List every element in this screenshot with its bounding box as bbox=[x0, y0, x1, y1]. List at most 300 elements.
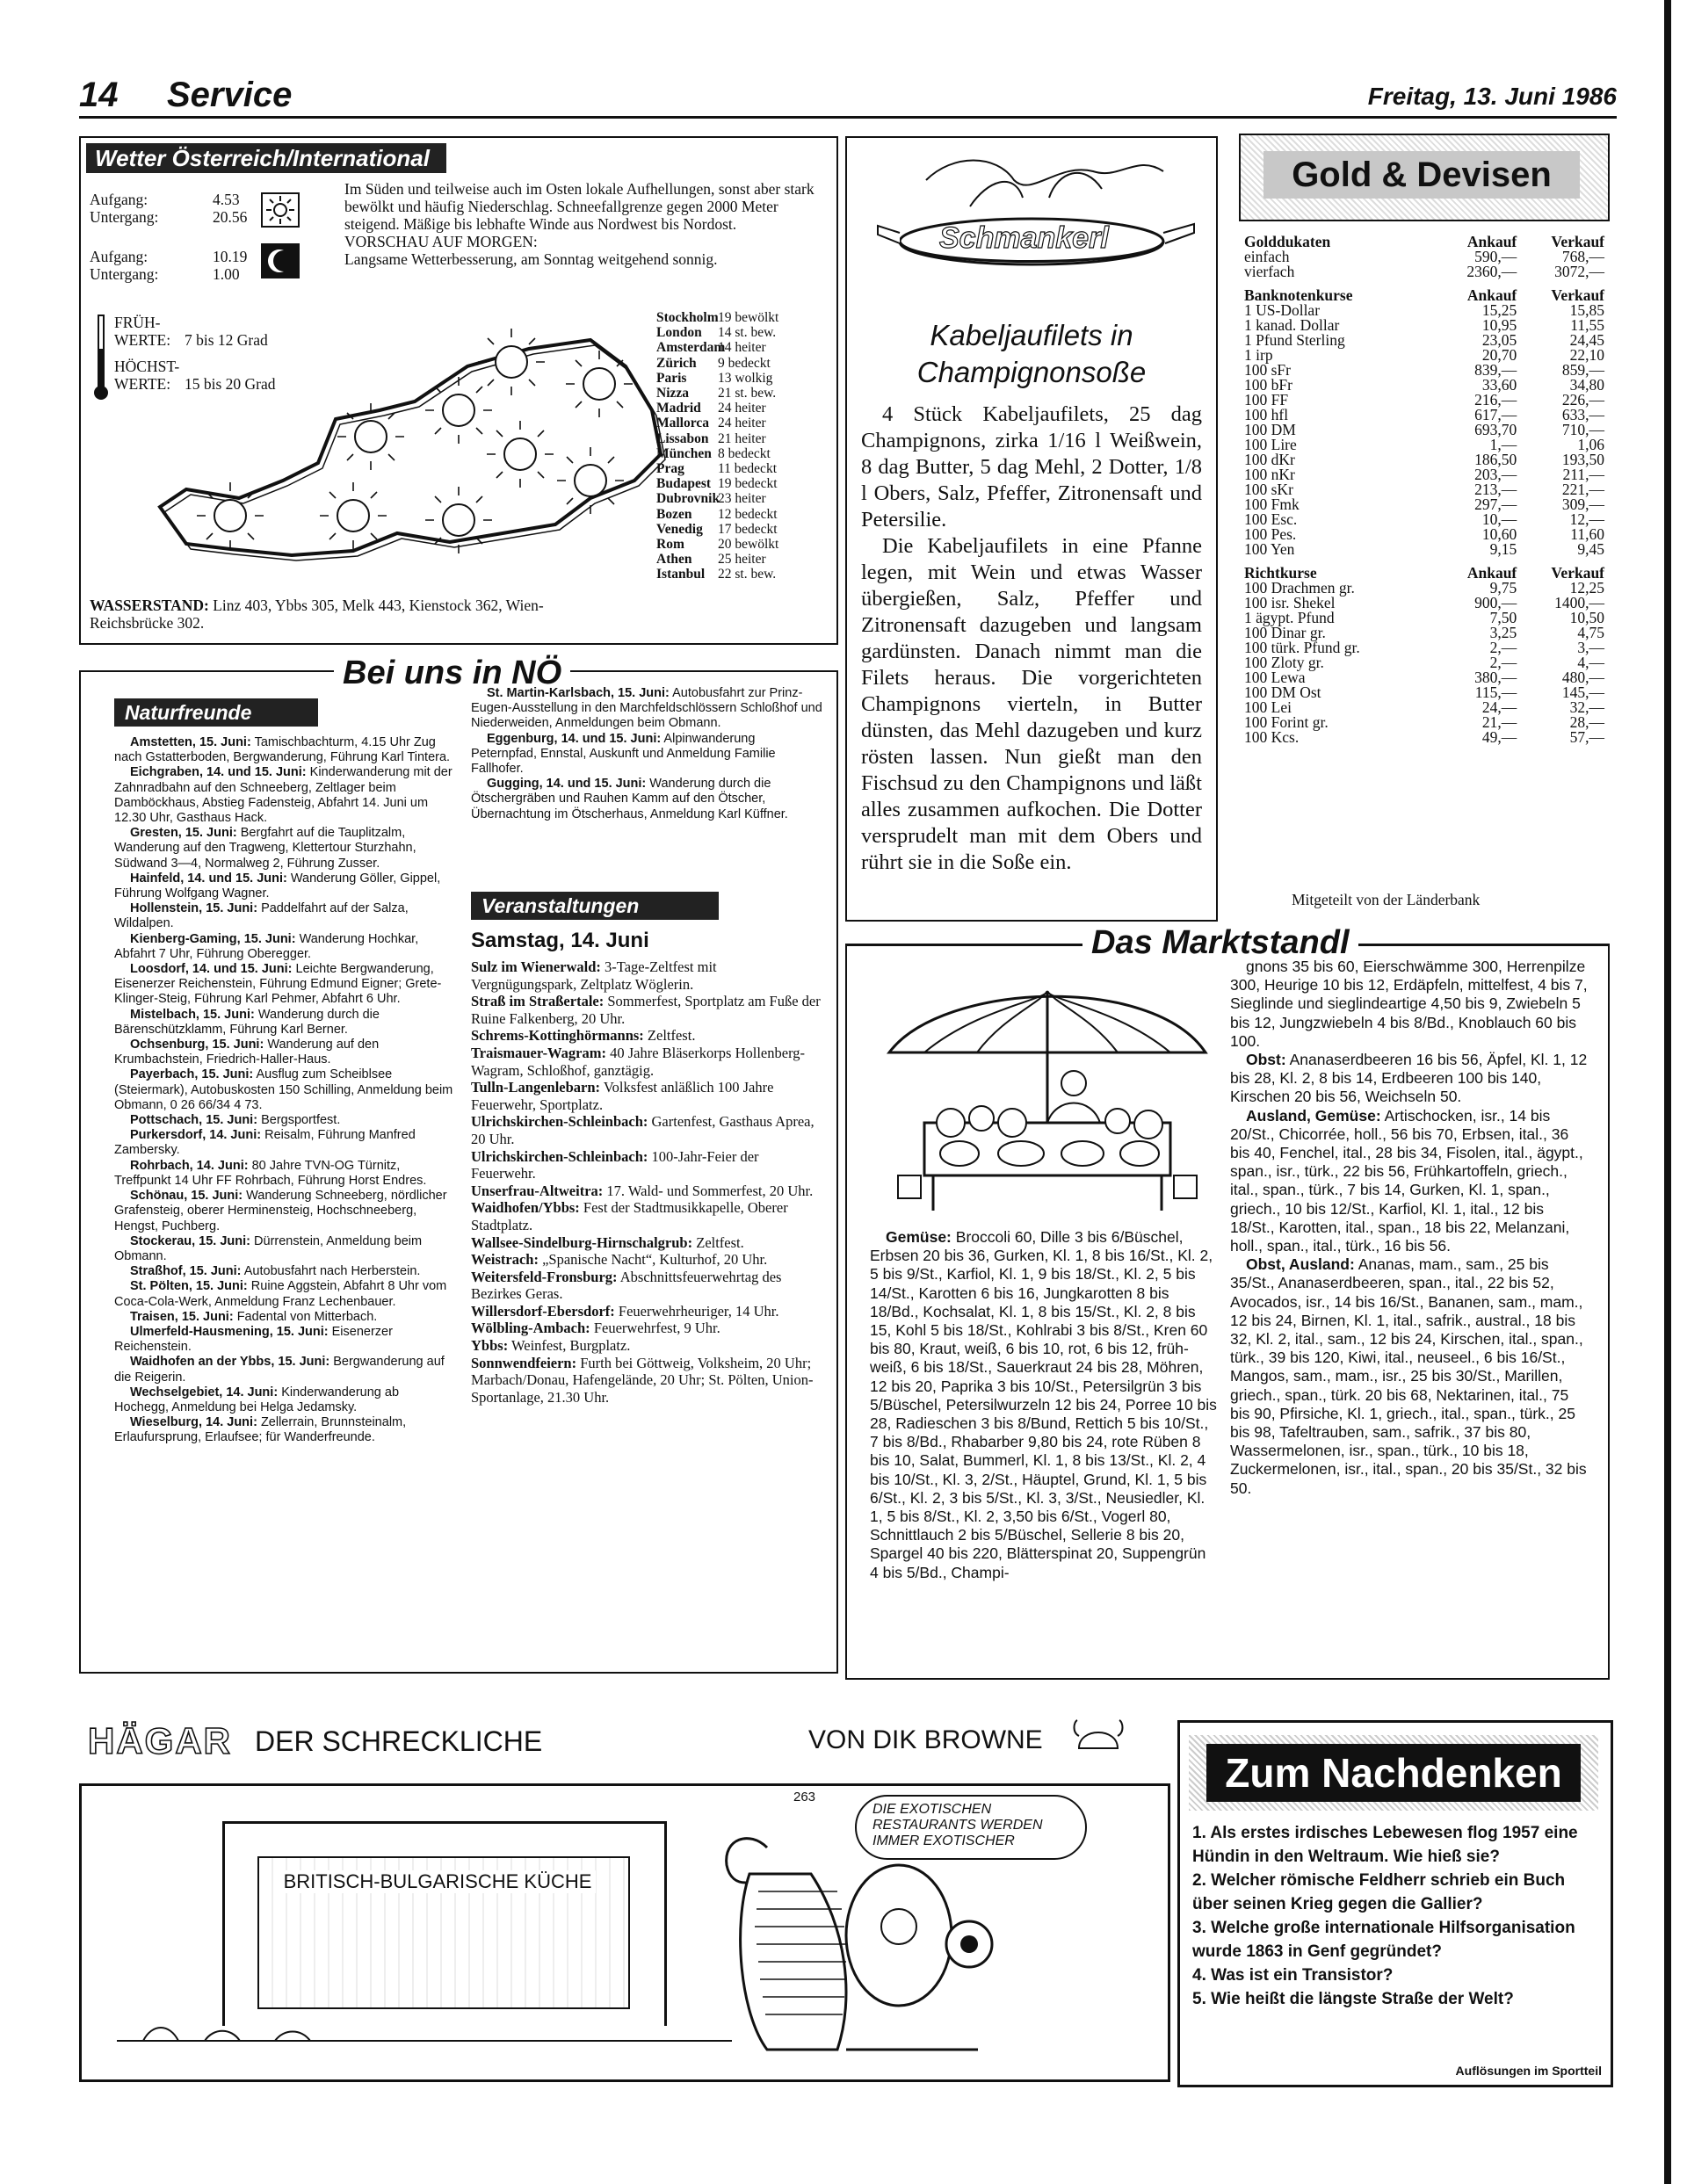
market-paragraph-text: Artischocken, isr., 14 bis 20/St., Chicorrée, holl., 56 bis 70, Erbsen, ital., 36 bis 40, Fenchel, ital., 28 bis 34, Fisolen, ital., ägypt., span., isr., türk., 22 bis 56, Frühkartoffeln, griech., ital., span., türk., 7 bis 14, Gurken, Kl. 1, span., griech., 10 bis 12/St., Karfiol, Kl. 1, ital., 12 bis 18/St., Karotten, ital., span., 18 bis 22, Melanzani, holl., span., ital., türk., 16 bis 56. bbox=[1230, 1106, 1583, 1255]
naturfreunde-item-text: Wanderung Göller, Gippel, Führung Wolfgang Wagner. bbox=[114, 871, 441, 901]
city-value: 9 bedeckt bbox=[718, 355, 771, 371]
market-paragraph-text: Ananaserdbeeren 16 bis 56, Äpfel, Kl. 1, 12 bis 28, Kl. 2, 8 bis 14, Erdbeeren 100 bis 140, Kirschen 20 bis 56, Weichseln 50. bbox=[1230, 1051, 1588, 1106]
naturfreunde-item-lead: Wieselburg, 14. Juni: bbox=[130, 1415, 257, 1430]
market-paragraph-lead: Ausland, Gemüse: bbox=[1246, 1106, 1381, 1125]
col-sell: Verkauf bbox=[1551, 286, 1604, 304]
currency: 100 dKr bbox=[1244, 451, 1295, 468]
currency: 100 Yen bbox=[1244, 540, 1295, 558]
quiz-question: 1. Als erstes irdisches Lebewesen flog 1957 eine Hündin in den Weltraum. Wie hieß sie? bbox=[1192, 1824, 1578, 1866]
currency: 100 isr. Shekel bbox=[1244, 594, 1336, 611]
naturfreunde-item bbox=[114, 826, 457, 871]
city-row bbox=[656, 386, 832, 401]
market-col1 bbox=[870, 1228, 1218, 1582]
event-item bbox=[471, 1234, 822, 1252]
sell-rate: 24,45 bbox=[1569, 331, 1604, 349]
sell-rate: 15,85 bbox=[1569, 301, 1604, 319]
rates-row bbox=[1244, 363, 1604, 378]
rates-row bbox=[1244, 378, 1604, 393]
weather-box bbox=[79, 136, 838, 645]
thermometer-icon bbox=[93, 314, 109, 401]
event-item-text: Feuerwehrfest, 9 Uhr. bbox=[593, 1320, 720, 1337]
event-item bbox=[471, 1199, 822, 1233]
event-item-lead: Ulrichskirchen-Schleinbach: bbox=[471, 1147, 648, 1165]
city-row bbox=[656, 507, 832, 522]
market-col2 bbox=[1230, 958, 1592, 1498]
city-value: 23 heiter bbox=[718, 491, 766, 507]
city-value: 21 heiter bbox=[718, 430, 766, 446]
market-paragraph-lead: Gemüse: bbox=[886, 1228, 952, 1246]
buy-rate: 2,— bbox=[1489, 639, 1517, 656]
buy-rate: 3,25 bbox=[1489, 624, 1517, 641]
moon-set: 1.00 bbox=[213, 265, 240, 283]
naturfreunde-item bbox=[114, 1008, 457, 1038]
buy-rate: 186,50 bbox=[1474, 451, 1517, 468]
naturfreunde-item bbox=[114, 1385, 457, 1415]
pan-illustration bbox=[873, 145, 1198, 277]
naturfreunde-item bbox=[114, 871, 457, 901]
naturfreunde-item-text: Ausflug zum Scheiblsee (Steiermark), Autobuskosten 150 Schilling, Anmeldung beim Obmann, 0 26 66/34 4 73. bbox=[114, 1067, 453, 1112]
city-value: 24 heiter bbox=[718, 401, 766, 416]
currency: 100 Forint gr. bbox=[1244, 713, 1329, 731]
gold-table bbox=[1244, 235, 1604, 745]
city-row bbox=[656, 522, 832, 537]
city-value: 11 bedeckt bbox=[718, 461, 777, 477]
page-number: 14 bbox=[79, 76, 119, 114]
naturfreunde-item-text: Zellerrain, Brunnsteinalm, Erlaufursprung, Erlaufsee; für Wanderfreunde. bbox=[114, 1415, 407, 1445]
currency: 100 bFr bbox=[1244, 376, 1292, 394]
sell-rate: 11,60 bbox=[1570, 525, 1604, 543]
page-edge bbox=[1664, 0, 1671, 2184]
currency: 100 Fmk bbox=[1244, 495, 1300, 513]
naturfreunde-item bbox=[471, 777, 822, 822]
currency: 1 US-Dollar bbox=[1244, 301, 1321, 319]
event-item-lead: Weistrach: bbox=[471, 1251, 539, 1269]
comic-strip bbox=[79, 1713, 1169, 2082]
sell-rate: 633,— bbox=[1561, 406, 1604, 423]
city-row bbox=[656, 552, 832, 567]
moon-rise: 10.19 bbox=[213, 248, 248, 265]
naturfreunde-item-lead: Straßhof, 15. Juni: bbox=[130, 1264, 242, 1279]
sell-rate: 57,— bbox=[1569, 728, 1604, 746]
city-value: 20 bewölkt bbox=[718, 537, 779, 553]
gold-title: Gold & Devisen bbox=[1263, 151, 1580, 199]
naturfreunde-item bbox=[114, 1067, 457, 1113]
naturfreunde-item bbox=[114, 1234, 457, 1264]
col-sell: Verkauf bbox=[1551, 564, 1604, 582]
currency: 100 Lewa bbox=[1244, 669, 1306, 686]
naturfreunde-item bbox=[471, 686, 822, 732]
currency: 1 Pfund Sterling bbox=[1244, 331, 1345, 349]
buy-rate: 380,— bbox=[1474, 669, 1517, 686]
city-name: Madrid bbox=[656, 401, 701, 416]
sell-rate: 1400,— bbox=[1554, 594, 1604, 611]
city-value: 25 heiter bbox=[718, 552, 766, 568]
currency: 100 Lire bbox=[1244, 436, 1297, 453]
currency: 100 DM Ost bbox=[1244, 683, 1321, 701]
currency: vierfach bbox=[1244, 263, 1295, 280]
naturfreunde-item-text: 80 Jahre TVN-OG Türnitz, Treffpunkt 14 Uhr FF Rohrbach, Führung Horst Endres. bbox=[114, 1158, 427, 1188]
naturfreunde-item bbox=[114, 1355, 457, 1385]
city-value: 17 bedeckt bbox=[718, 521, 778, 537]
section-title: Service bbox=[167, 76, 293, 114]
market-paragraph-lead: Obst: bbox=[1246, 1051, 1286, 1069]
event-item-lead: Wallsee-Sindelburg-Hirnschalgrub: bbox=[471, 1233, 693, 1251]
event-item-lead: Weitersfeld-Fronsburg: bbox=[471, 1268, 618, 1285]
city-name: Athen bbox=[656, 552, 692, 568]
buy-rate: 10,— bbox=[1481, 510, 1517, 528]
currency: 1 kanad. Dollar bbox=[1244, 316, 1340, 334]
quiz-question: 3. Welche große internationale Hilfsorganisation wurde 1863 in Genf gegründet? bbox=[1192, 1919, 1575, 1961]
currency: 100 Dinar gr. bbox=[1244, 624, 1326, 641]
event-item-text: 17. Wald- und Sommerfest, 20 Uhr. bbox=[606, 1182, 814, 1199]
buy-rate: 115,— bbox=[1474, 683, 1517, 701]
naturfreunde-item bbox=[114, 1038, 457, 1067]
temp-high: 15 bis 20 Grad bbox=[185, 375, 276, 393]
moon-icon bbox=[261, 243, 300, 278]
recipe-ingredients: 4 Stück Kabeljaufilets, 25 dag Champignons, zirka 1/16 l Weißwein, 8 dag Butter, 5 dag Mehl, 2 Dotter, 1/8 l Obers, Salz, Pfeffer, Zitronensaft und Petersilie. bbox=[861, 402, 1202, 532]
naturfreunde-item-lead: Rohrbach, 14. Juni: bbox=[130, 1158, 249, 1173]
naturfreunde-item-text: Reisalm, Führung Manfred Zambersky. bbox=[114, 1128, 416, 1158]
currency: 100 Kcs. bbox=[1244, 728, 1300, 746]
event-item bbox=[471, 1113, 822, 1147]
sell-rate: 145,— bbox=[1561, 683, 1604, 701]
naturfreunde-item-lead: Loosdorf, 14. und 15. Juni: bbox=[130, 962, 293, 977]
quiz-question: 5. Wie heißt die längste Straße der Welt? bbox=[1192, 1990, 1514, 2008]
currency: 100 hfl bbox=[1244, 406, 1289, 423]
naturfreunde-item-text: Autobusfahrt nach Herberstein. bbox=[243, 1264, 421, 1279]
sell-rate: 10,50 bbox=[1569, 609, 1604, 626]
rates-section-title: Banknotenkurse bbox=[1244, 286, 1353, 304]
event-item-lead: Sulz im Wienerwald: bbox=[471, 958, 601, 975]
city-row bbox=[656, 310, 832, 325]
buy-rate: 617,— bbox=[1474, 406, 1517, 423]
rates-table bbox=[1244, 235, 1604, 745]
buy-rate: 10,95 bbox=[1481, 316, 1517, 334]
recipe-method: Die Kabeljaufilets in eine Pfanne legen, mit Wein und etwas Wasser übergießen, Salz, Pfeffer und Zitronensaft dazugeben und langsam gardünsten. Danach nimmt man die Filets heraus. Die vorgerichteten Champignons vierteln, in Butter dünsten, das Mehl dazugeben und kurz rösten lassen. Nun gießt man den Fischsud zu den Champignons und läßt alles zusammen aufkochen. Die Dotter versprudelt man mit dem Obers und rührt sie in die Soße ein. bbox=[861, 534, 1202, 874]
sell-rate: 710,— bbox=[1561, 421, 1604, 438]
currency: 100 DM bbox=[1244, 421, 1296, 438]
city-name: Budapest bbox=[656, 476, 712, 492]
currency: einfach bbox=[1244, 248, 1290, 265]
sell-rate: 11,55 bbox=[1570, 316, 1604, 334]
city-value: 22 st. bew. bbox=[718, 567, 777, 582]
naturfreunde-item-lead: St. Martin-Karlsbach, 15. Juni: bbox=[487, 686, 670, 700]
city-row bbox=[656, 446, 832, 461]
market-box bbox=[845, 924, 1608, 1680]
col-buy: Ankauf bbox=[1466, 564, 1517, 582]
rates-row bbox=[1244, 497, 1604, 512]
buy-rate: 297,— bbox=[1474, 495, 1517, 513]
sell-rate: 34,80 bbox=[1569, 376, 1604, 394]
quiz-title: Zum Nachdenken bbox=[1206, 1744, 1581, 1802]
naturfreunde-list bbox=[114, 735, 457, 1446]
currency: 100 Zloty gr. bbox=[1244, 654, 1324, 671]
event-item-lead: Willersdorf-Ebersdorf: bbox=[471, 1302, 615, 1320]
page-date: Freitag, 13. Juni 1986 bbox=[1367, 83, 1617, 110]
naturfreunde-item-text: Eisenerzer Reichenstein. bbox=[114, 1324, 393, 1355]
city-row bbox=[656, 567, 832, 582]
market-paragraph-lead: Obst, Ausland: bbox=[1246, 1255, 1355, 1274]
market-paragraph bbox=[1230, 1051, 1592, 1107]
city-name: Lissabon bbox=[656, 430, 709, 446]
naturfreunde-item bbox=[114, 962, 457, 1008]
sun-rise: 4.53 bbox=[213, 191, 240, 208]
sell-rate: 32,— bbox=[1569, 698, 1604, 716]
sell-rate: 4,— bbox=[1577, 654, 1604, 671]
buy-rate: 20,70 bbox=[1481, 346, 1517, 364]
moon-rise-label: Aufgang: bbox=[90, 248, 148, 265]
events-title: Veranstaltungen bbox=[471, 892, 719, 920]
city-name: Prag bbox=[656, 461, 684, 477]
sell-rate: 309,— bbox=[1561, 495, 1604, 513]
naturfreunde-item-text: Bergfahrt auf die Tauplitzalm, Wanderung auf den Tragweng, Klettertour Sturzhahn, Südwand 3—4, Normalweg 2, Führung Zusser. bbox=[114, 826, 416, 871]
city-row bbox=[656, 431, 832, 446]
buy-rate: 21,— bbox=[1481, 713, 1517, 731]
rates-row bbox=[1244, 527, 1604, 542]
col-buy: Ankauf bbox=[1466, 233, 1517, 250]
rates-row bbox=[1244, 542, 1604, 557]
naturfreunde-item-lead: Hollenstein, 15. Juni: bbox=[130, 901, 258, 916]
currency: 1 ägypt. Pfund bbox=[1244, 609, 1335, 626]
event-item-text: Weinfest, Burgplatz. bbox=[511, 1337, 631, 1355]
naturfreunde-item bbox=[114, 1415, 457, 1445]
naturfreunde-item-text: Alpinwanderung Peternpfad, Ennstal, Auskunft und Anmeldung Familie Fallhofer. bbox=[471, 731, 776, 777]
noe-title: Bei uns in NÖ bbox=[334, 654, 570, 692]
event-item-text: 40 Jahre Bläserkorps Hollenberg-Wagram, Schloßhof, ganztägig. bbox=[471, 1044, 806, 1079]
buy-rate: 216,— bbox=[1474, 391, 1517, 409]
sun-rise-label: Aufgang: bbox=[90, 191, 148, 208]
comic-title: HÄGAR bbox=[88, 1720, 232, 1761]
sell-rate: 193,50 bbox=[1561, 451, 1604, 468]
city-value: 13 wolkig bbox=[718, 370, 773, 386]
city-name: Nizza bbox=[656, 386, 690, 401]
naturfreunde-item-text: Wanderung Schneeberg, nördlicher Grafensteig, oberer Herminensteig, Hochschneeberg, Hengst, Puchberg. bbox=[114, 1189, 447, 1233]
buy-rate: 2360,— bbox=[1466, 263, 1517, 280]
city-row bbox=[656, 476, 832, 491]
currency: 1 irp bbox=[1244, 346, 1273, 364]
buy-rate: 693,70 bbox=[1474, 421, 1517, 438]
event-item-lead: Tulln-Langenlebarn: bbox=[471, 1079, 601, 1096]
event-item bbox=[471, 1079, 822, 1113]
event-item-lead: Straß im Straßertale: bbox=[471, 993, 605, 1010]
market-title: Das Marktstandl bbox=[1082, 924, 1358, 962]
event-item bbox=[471, 1148, 822, 1182]
sell-rate: 1,06 bbox=[1577, 436, 1604, 453]
naturfreunde-item bbox=[114, 1310, 457, 1325]
rates-row bbox=[1244, 264, 1604, 279]
comic-subtitle: DER SCHRECKLICHE bbox=[255, 1725, 543, 1757]
event-item-text: Zeltfest. bbox=[647, 1027, 696, 1045]
currency: 100 FF bbox=[1244, 391, 1289, 409]
naturfreunde-item-lead: Ochsenburg, 15. Juni: bbox=[130, 1038, 264, 1052]
rates-row bbox=[1244, 408, 1604, 423]
buy-rate: 33,60 bbox=[1481, 376, 1517, 394]
quiz-footer: Auflösungen im Sportteil bbox=[1455, 2064, 1602, 2078]
sell-rate: 768,— bbox=[1561, 248, 1604, 265]
rates-row bbox=[1244, 348, 1604, 363]
event-item bbox=[471, 1045, 822, 1079]
comic-author: VON DIK BROWNE bbox=[808, 1725, 1043, 1754]
market-paragraph-text: gnons 35 bis 60, Eierschwämme 300, Herrenpilze 300, Heurige 10 bis 12, Erdäpfeln, mittelfest, 4 bis 7, Sieglinde und sieglindeartige 4,50 bis 9, Zwiebeln 5 bis 12, Jungzwiebeln 4 bis 8/Bd., Knoblauch 60 bis 100. bbox=[1230, 958, 1588, 1050]
city-name: Venedig bbox=[656, 521, 703, 537]
event-item-text: Sommerfest, Sportplatz am Fuße der Ruine Falkenberg, 20 Uhr. bbox=[471, 993, 821, 1027]
event-item bbox=[471, 1355, 822, 1407]
naturfreunde-item-lead: Ulmerfeld-Hausmening, 15. Juni: bbox=[130, 1324, 329, 1339]
city-value: 21 st. bew. bbox=[718, 386, 777, 401]
comic-ground bbox=[117, 2023, 732, 2067]
city-value: 19 bedeckt bbox=[718, 476, 778, 492]
market-paragraph-text: Broccoli 60, Dille 3 bis 6/Büschel, Erbsen 20 bis 36, Gurken, Kl. 1, 8 bis 16/St., Kl. 2, 5 bis 9/St., Karfiol, Kl. 1, 9 bis 18/St., Kl. 2, 5 bis 14/St., Karotten 6 bis 16, Jungkarotten 8 bis 18/Bd., Kochsalat, Kl. 1, 8 bis 15/St., Kl. 2, 8 bis 15, Kohl 5 bis 18/St., Kohlrabi 3 bis 8/St., Kren 60 bis 80, Kraut, weiß, 6 bis 10, rot, 6 bis 12, früh-weiß, 6 bis 18/St., Sauerkraut 24 bis 28, Möhren, 12 bis 20, Paprika 3 bis 10/St., Petersilgrün 3 bis 5/Büschel, Petersilwurzeln 12 bis 24, Porree 10 bis 28, Radieschen 3 bis 8/Bund, Rettich 5 bis 10/St., 7 bis 8/Bd., Rhabarber 9,80 bis 24, rote Rüben 8 bis 10, Salat, Bummerl, Kl. 1, 8 bis 13/St., Kl. 2, 4 bis 10/St., Kl. 3, 2/St., Häuptel, Grund, Kl. 1, 5 bis 6/St., Kl. 2, 3 bis 5/St., Kl. 3, 3/St., Neusiedler, Kl. 1, 5 bis 8/St., Kl. 2, 3,50 bis 6/St., Vogerl 80, Schnittlauch 2 bis 5/Büschel, Sellerie 8 bis 20, Spargel 40 bis 220, Blätterspinat 20, Suppengrün 4 bis 5/Bd., Champi- bbox=[870, 1228, 1217, 1581]
forecast: Im Süden und teilweise auch im Osten lokale Aufhellungen, sonst aber stark bewölkt und häufig Niederschlag. Schneefallgrenze gegen 2000 Meter steigend. Mäßige bis lebhafte Winde aus Nordwest bis Nordost. bbox=[344, 180, 815, 233]
city-name: Istanbul bbox=[656, 567, 706, 582]
market-paragraph bbox=[1230, 1255, 1592, 1498]
city-row bbox=[656, 416, 832, 430]
sell-rate: 28,— bbox=[1569, 713, 1604, 731]
naturfreunde-item bbox=[114, 932, 457, 962]
comic-speech: DIE EXOTISCHEN RESTAURANTS WERDEN IMMER EXOTISCHER bbox=[872, 1802, 1043, 1848]
quiz-questions bbox=[1192, 1821, 1598, 2011]
naturfreunde-item-lead: Gugging, 14. und 15. Juni: bbox=[487, 777, 647, 792]
sell-rate: 859,— bbox=[1561, 361, 1604, 379]
event-item-text: Volksfest anläßlich 100 Jahre Feuerwehr, Sportplatz. bbox=[471, 1079, 774, 1113]
naturfreunde-item-text: Leichte Bergwanderung, Eisenerzer Reichenstein, Führung Edmund Eigner; Grete-Klinger-Steig, Führung Karl Pehmer, Abfahrt 6 Uhr. bbox=[114, 962, 442, 1007]
naturfreunde-item-lead: Pottschach, 15. Juni: bbox=[130, 1113, 258, 1128]
currency: 100 türk. Pfund gr. bbox=[1244, 639, 1360, 656]
city-value: 24 heiter bbox=[718, 416, 766, 431]
rates-row bbox=[1244, 423, 1604, 438]
currency: 100 Pes. bbox=[1244, 525, 1297, 543]
buy-rate: 7,50 bbox=[1489, 609, 1517, 626]
naturfreunde-item bbox=[114, 1159, 457, 1189]
buy-rate: 839,— bbox=[1474, 361, 1517, 379]
currency: 100 Lei bbox=[1244, 698, 1292, 716]
event-item-lead: Waidhofen/Ybbs: bbox=[471, 1199, 580, 1217]
city-value: 14 st. bew. bbox=[718, 325, 777, 341]
naturfreunde-item-lead: Traisen, 15. Juni: bbox=[130, 1309, 234, 1324]
city-name: Stockholm bbox=[656, 310, 719, 325]
buy-rate: 23,05 bbox=[1481, 331, 1517, 349]
city-row bbox=[656, 356, 832, 371]
market-paragraph bbox=[1230, 958, 1592, 1051]
recipe-box bbox=[845, 136, 1218, 922]
naturfreunde-item-text: Autobusfahrt zur Prinz-Eugen-Ausstellung in den Marchfeldschlössern Schloßhof und Niederweiden, Anmeldungen beim Obmann. bbox=[471, 686, 822, 731]
sell-rate: 211,— bbox=[1562, 466, 1604, 483]
buy-rate: 15,25 bbox=[1481, 301, 1517, 319]
event-item-text: Abschnittsfeuerwehrtag des Bezirkes Geras. bbox=[471, 1268, 782, 1303]
event-item-lead: Unserfrau-Altweitra: bbox=[471, 1182, 604, 1199]
naturfreunde-item-lead: Payerbach, 15. Juni: bbox=[130, 1067, 254, 1082]
event-item-lead: Ybbs: bbox=[471, 1337, 509, 1355]
city-value: 12 bedeckt bbox=[718, 506, 778, 522]
market-stall-illustration bbox=[872, 956, 1223, 1219]
currency: 100 Drachmen gr. bbox=[1244, 579, 1355, 597]
moon-times bbox=[90, 248, 248, 283]
naturfreunde-item-text: Fadental von Mitterbach. bbox=[236, 1309, 378, 1324]
event-item bbox=[471, 993, 822, 1027]
naturfreunde-title: Naturfreunde bbox=[114, 698, 318, 727]
austria-weather-map bbox=[134, 314, 696, 577]
naturfreunde-item-lead: Mistelbach, 15. Juni: bbox=[130, 1007, 255, 1022]
recipe-text bbox=[861, 401, 1202, 876]
buy-rate: 24,— bbox=[1481, 698, 1517, 716]
buy-rate: 213,— bbox=[1474, 481, 1517, 498]
quiz-box bbox=[1177, 1720, 1613, 2087]
quiz-question: 2. Welcher römische Feldherr schrieb ein Buch über seinen Krieg gegen die Gallier? bbox=[1192, 1871, 1566, 1913]
temp-early: 7 bis 12 Grad bbox=[185, 331, 268, 349]
naturfreunde-item-text: Wanderung durch die Bärenschützklamm, Führung Karl Berner. bbox=[114, 1007, 380, 1037]
naturfreunde-item-text: Kinderwanderung ab Hochegg, Anmeldung bei Helga Jedamsky. bbox=[114, 1385, 400, 1414]
sell-rate: 12,— bbox=[1569, 510, 1604, 528]
buy-rate: 49,— bbox=[1481, 728, 1517, 746]
sell-rate: 22,10 bbox=[1569, 346, 1604, 364]
sell-rate: 4,75 bbox=[1577, 624, 1604, 641]
naturfreunde-item bbox=[114, 735, 457, 765]
event-item-text: Furth bei Göttweig, Volksheim, 20 Uhr; Marbach/Donau, Hafengelände, 20 Uhr; St. Pölten, Union-Sportanlage, 21.30 Uhr. bbox=[471, 1354, 814, 1406]
sun-set-label: Untergang: bbox=[90, 208, 159, 226]
sun-times bbox=[90, 191, 248, 226]
comic-panel bbox=[79, 1783, 1170, 2082]
water-level bbox=[90, 597, 617, 632]
currency: 100 sKr bbox=[1244, 481, 1293, 498]
weather-title: Wetter Österreich/International bbox=[86, 143, 446, 173]
naturfreunde-item bbox=[114, 1279, 457, 1309]
sun-set: 20.56 bbox=[213, 208, 248, 226]
event-item bbox=[471, 1251, 822, 1269]
rates-row bbox=[1244, 452, 1604, 467]
city-name: Bozen bbox=[656, 506, 692, 522]
naturfreunde-item-text: Kinderwanderung mit der Zahnradbahn auf den Schneeberg, Zeltlager beim Damböckhaus, Abstieg Fadensteig, Abfahrt 14. Juni um 12.30 Uhr, Gasthaus Hack. bbox=[114, 765, 453, 826]
event-item bbox=[471, 1320, 822, 1337]
naturfreunde-item bbox=[114, 1189, 457, 1234]
naturfreunde-item bbox=[114, 1264, 457, 1279]
city-row bbox=[656, 401, 832, 416]
preview: Langsame Wetterbesserung, am Sonntag weitgehend sonnig. bbox=[344, 250, 718, 268]
naturfreunde-item-lead: Stockerau, 15. Juni: bbox=[130, 1233, 250, 1248]
temp-high-label: HÖCHST- WERTE: bbox=[114, 358, 180, 393]
gold-footer: Mitgeteilt von der Länderbank bbox=[1292, 891, 1481, 908]
sell-rate: 12,25 bbox=[1569, 579, 1604, 597]
comic-characters bbox=[714, 1821, 1004, 2058]
naturfreunde-item-lead: Amstetten, 15. Juni: bbox=[130, 735, 251, 749]
currency: 100 sFr bbox=[1244, 361, 1291, 379]
events-list bbox=[471, 958, 822, 1406]
naturfreunde-continued bbox=[471, 686, 822, 822]
naturfreunde-item-lead: Eggenburg, 14. und 15. Juni: bbox=[487, 731, 662, 746]
rates-section-header bbox=[1244, 235, 1604, 249]
naturfreunde-item-lead: Waidhofen an der Ybbs, 15. Juni: bbox=[130, 1355, 330, 1370]
market-paragraph bbox=[1230, 1107, 1592, 1256]
sell-rate: 3,— bbox=[1577, 639, 1604, 656]
city-list bbox=[656, 310, 832, 582]
rates-section-title: Richtkurse bbox=[1244, 564, 1317, 582]
event-item-lead: Sonnwendfeiern: bbox=[471, 1354, 577, 1371]
helmet-icon bbox=[1072, 1718, 1125, 1757]
water-label: WASSERSTAND: bbox=[90, 597, 209, 614]
col-buy: Ankauf bbox=[1466, 286, 1517, 304]
currency: 100 Esc. bbox=[1244, 510, 1298, 528]
city-name: Mallorca bbox=[656, 416, 709, 431]
event-item-text: Gartenfest, Gasthaus Aprea, 20 Uhr. bbox=[471, 1113, 815, 1147]
city-name: München bbox=[656, 445, 712, 461]
buy-rate: 900,— bbox=[1474, 594, 1517, 611]
rates-row bbox=[1244, 249, 1604, 264]
city-row bbox=[656, 371, 832, 386]
market-paragraph bbox=[870, 1228, 1218, 1582]
col-sell: Verkauf bbox=[1551, 233, 1604, 250]
preview-title: VORSCHAU AUF MORGEN: bbox=[344, 233, 538, 250]
city-name: Amsterdam bbox=[656, 340, 726, 356]
city-value: 19 bewölkt bbox=[718, 310, 779, 325]
